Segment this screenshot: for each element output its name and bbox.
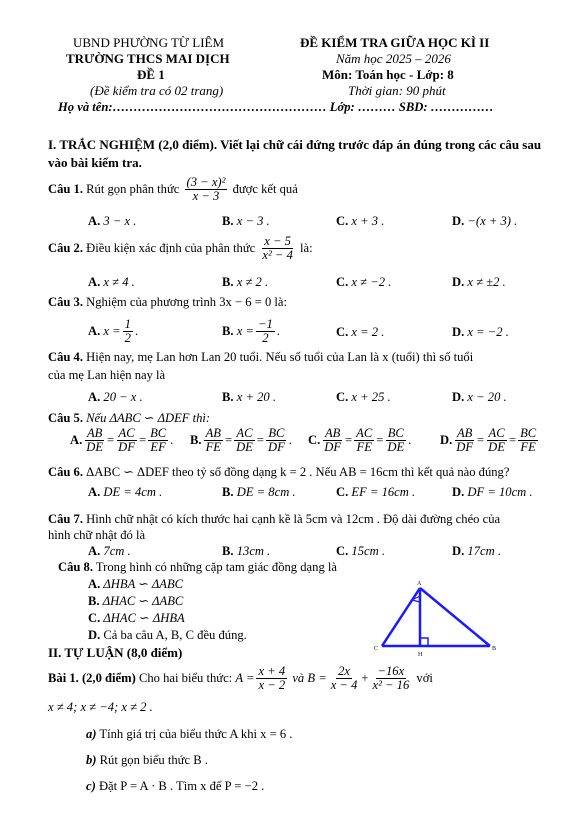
q5-option-b: B. $\frac{AB}{FE}$ = $\frac{AC}{DE}$ = $\frac{BC}{DF}$ .: [190, 426, 292, 455]
q5-a-n1: AB: [86, 426, 103, 440]
question-3: [48, 295, 287, 311]
question-2: [48, 235, 313, 263]
q7-d-letter: D.: [452, 544, 465, 558]
q7-a-value: 7cm .: [103, 544, 131, 558]
q3-d-letter: D.: [452, 325, 465, 339]
q1-d-value: −(x + 3) .: [467, 214, 518, 228]
q7-label: Câu 7.: [48, 512, 83, 526]
q1-option-a: [88, 214, 136, 230]
q3-a-num: 1: [124, 317, 131, 331]
q6-b-letter: B.: [222, 485, 234, 499]
q3-b-letter: B.: [222, 323, 234, 338]
q5-a-frac-3: [148, 427, 168, 455]
q5-label: Câu 5.: [48, 411, 83, 425]
side-AC: [382, 588, 420, 646]
q5-a-n3: BC: [150, 426, 167, 440]
q1-c-letter: C.: [336, 214, 349, 228]
q2-text-after: là:: [300, 240, 313, 255]
q3-b-num: −1: [257, 317, 273, 331]
q7-option-c: [336, 544, 385, 560]
q6-a-letter: A.: [88, 485, 101, 499]
q2-option-d: [452, 275, 506, 291]
header-pages-note: (Đề kiểm tra có 02 trang): [90, 83, 224, 98]
bai1-a-frac: [256, 665, 287, 693]
q5-d-d2: DE: [488, 440, 505, 455]
q3-label: Câu 3.: [48, 295, 83, 309]
q5-d-frac-2: [486, 427, 507, 455]
q5-d-d1: DF: [456, 440, 474, 455]
q5-text: Nếu ΔABC ∽ ΔDEF thì:: [86, 411, 211, 425]
q4-a-value: 20 − x .: [103, 390, 143, 404]
q8-option-a: [88, 577, 183, 593]
q8-a-letter: A.: [88, 577, 101, 591]
q6-option-b: [222, 485, 296, 501]
q3-a-den: 2: [124, 331, 131, 346]
label-C: C: [374, 646, 379, 652]
q8-d-value: Cả ba câu A, B, C đều đúng.: [103, 628, 247, 642]
bai1-a-num: x + 4: [258, 664, 286, 678]
q1-option-c: [336, 214, 384, 230]
q5-b-d3: DF: [267, 440, 285, 455]
q5-a-frac-2: [116, 427, 137, 455]
q1-text-after: được kết quả: [232, 181, 298, 196]
q5-d-n3: BC: [520, 426, 537, 440]
q8-d-letter: D.: [88, 628, 101, 642]
bai1-part-b: [86, 753, 208, 769]
q8-option-c: [88, 611, 185, 627]
q8-c-letter: C.: [88, 611, 101, 625]
q8-b-value: ΔHAC ∽ ΔABC: [102, 594, 184, 608]
bai1-a-text: Tính giá trị của biểu thức A khi x = 6 .: [99, 727, 293, 741]
q4-c-value: x + 25 .: [351, 390, 391, 404]
bai1-b-text: Rút gọn biểu thức B .: [99, 753, 208, 767]
q5-c-d1: DF: [324, 440, 342, 455]
q4-b-value: x + 20 .: [236, 390, 276, 404]
q7-c-letter: C.: [336, 544, 349, 558]
q6-d-value: DF = 10cm .: [467, 485, 533, 499]
q6-option-c: [336, 485, 415, 501]
bai1-condition: x ≠ 4; x ≠ −4; x ≠ 2 .: [48, 700, 153, 714]
bai1-b1-den: x − 4: [330, 678, 358, 693]
q2-label: Câu 2.: [48, 240, 83, 255]
q5-d-frac-3: [518, 427, 538, 455]
q5-a-d1: DE: [86, 440, 104, 455]
q4-option-c: [336, 390, 391, 406]
q3-b-den: 2: [262, 331, 269, 346]
q5-a-d3: EF: [150, 440, 166, 455]
q1-label: Câu 1.: [48, 181, 83, 196]
q8-a-value: ΔHBA ∽ ΔABC: [103, 577, 184, 591]
q2-num: x − 5: [264, 234, 291, 248]
bai1-b2-den: x² − 16: [372, 678, 410, 693]
q4-option-a: [88, 390, 143, 406]
bai1-part-c: [86, 779, 264, 795]
q8-c-value: ΔHAC ∽ ΔHBA: [103, 611, 185, 625]
q8-label: Câu 8.: [58, 560, 93, 574]
q1-den: x − 3: [192, 189, 220, 204]
q4-d-letter: D.: [452, 390, 465, 404]
bai1-label: Bài 1. (2,0 điểm): [48, 670, 136, 685]
q5-a-n2: AC: [118, 426, 135, 440]
q5-b-d2: DE: [236, 440, 253, 455]
q7-text-1: Hình chữ nhật có kích thước hai cạnh kề là 5cm và 12cm . Độ dài đường chéo của: [86, 512, 501, 526]
q3-b-fraction: [256, 318, 275, 346]
q6-c-value: EF = 16cm .: [351, 485, 416, 499]
q3-a-fraction: [123, 318, 133, 346]
q4-label: Câu 4.: [48, 350, 83, 364]
q5-c-frac-2: [354, 427, 374, 455]
q2-text: Điều kiện xác định của phân thức: [86, 240, 256, 255]
q3-b-pre: x =: [236, 323, 254, 338]
bai1-b2-num: −16x: [377, 664, 405, 678]
question-7: [48, 512, 500, 528]
q7-option-b: [222, 544, 270, 560]
question-8: [58, 560, 337, 576]
q5-c-d3: DE: [387, 440, 405, 455]
bai1-c-label: c): [86, 779, 96, 793]
side-AB: [420, 588, 490, 646]
q5-c-letter: C.: [308, 432, 321, 447]
q6-option-a: [88, 485, 162, 501]
q8-b-letter: B.: [88, 594, 100, 608]
part2-title: II. TỰ LUẬN (8,0 điểm): [48, 645, 183, 660]
label-H: H: [418, 652, 423, 658]
q5-b-frac-3: [266, 427, 287, 455]
q5-b-d1: FE: [205, 440, 221, 455]
header-school-year: Năm học 2025 – 2026: [336, 51, 451, 66]
q5-c-frac-1: [322, 427, 343, 455]
q5-a-d2: DF: [118, 440, 135, 455]
q3-option-a: [88, 318, 138, 346]
q5-d-d3: FE: [520, 440, 536, 455]
q2-option-b: [222, 275, 268, 291]
q2-d-value: x ≠ ±2 .: [467, 275, 506, 289]
q3-b-post: .: [276, 323, 280, 338]
q6-a-value: DE = 4cm .: [103, 485, 163, 499]
header-subject: Môn: Toán học - Lớp: 8: [322, 67, 454, 82]
part1-title: I. TRẮC NGHIỆM (2,0 điểm). Viết lại chữ cái đứng trước đáp án đúng trong các câu sau vào bài kiểm tra.: [48, 137, 542, 170]
q8-option-b: [88, 594, 183, 610]
q5-b-frac-2: [234, 427, 255, 455]
q1-option-b: [222, 214, 270, 230]
label-A: A: [417, 581, 422, 587]
q3-a-post: .: [134, 323, 139, 338]
bai1-b1-num: 2x: [338, 664, 350, 678]
q7-c-value: 15cm .: [351, 544, 385, 558]
bai1-heading: [48, 665, 433, 693]
student-info-line: Họ và tên:…………………………………………… Lớp: ……… SBD: ……………: [58, 100, 494, 114]
q5-c-n3: BC: [387, 426, 404, 440]
q4-d-value: x − 20 .: [467, 390, 507, 404]
question-6: [48, 465, 509, 481]
q5-d-letter: D.: [440, 432, 453, 447]
q2-b-letter: B.: [222, 275, 234, 289]
bai1-text: Cho hai biểu thức:: [138, 670, 233, 685]
bai1-b1-frac: [329, 665, 360, 693]
q5-d-n2: AC: [488, 426, 505, 440]
q4-c-letter: C.: [336, 390, 349, 404]
q3-text: Nghiệm của phương trình 3x − 6 = 0 là:: [86, 295, 287, 309]
bai1-c-text: Đặt P = A · B . Tìm x để P = −2 .: [98, 779, 265, 793]
q7-text-2: hình chữ nhật đó là: [48, 528, 146, 542]
q8-text: Trong hình có những cặp tam giác đồng dạng là: [95, 560, 337, 574]
header-exam-code: ĐỀ 1: [137, 67, 165, 82]
label-B: B: [492, 646, 497, 652]
q6-d-letter: D.: [452, 485, 465, 499]
q5-option-d: D. $\frac{AB}{DF}$ = $\frac{AC}{DE}$ = $\frac{BC}{FE}$: [440, 426, 537, 455]
q5-b-frac-1: [204, 427, 223, 455]
header-school: TRƯỜNG THCS MAI DỊCH: [66, 51, 230, 66]
q5-c-n1: AB: [324, 426, 341, 440]
q6-option-d: [452, 485, 533, 501]
q3-option-b: [222, 318, 280, 346]
q4-b-letter: B.: [222, 390, 234, 404]
q4-a-letter: A.: [88, 390, 101, 404]
q2-a-letter: A.: [88, 275, 101, 289]
q1-a-letter: A.: [88, 214, 101, 228]
bai1-plus: +: [361, 670, 369, 685]
q5-c-d2: FE: [356, 440, 372, 455]
q2-den: x² − 4: [262, 248, 293, 263]
q7-a-letter: A.: [88, 544, 101, 558]
q5-d-frac-1: [454, 427, 475, 455]
q5-b-n2: AC: [236, 426, 253, 440]
q3-a-letter: A.: [88, 323, 101, 338]
q4-option-b: [222, 390, 276, 406]
bai1-a-label: a): [86, 727, 97, 741]
q1-c-value: x + 3 .: [351, 214, 385, 228]
bai1-b-label: b): [86, 753, 97, 767]
question-4: [48, 350, 473, 366]
q2-option-c: [336, 275, 391, 291]
bai1-mid: và B =: [292, 670, 327, 685]
q7-option-d: [452, 544, 501, 560]
q6-text: ΔABC ∽ ΔDEF theo tỷ số đồng dạng k = 2 . Nếu AB = 16cm thì kết quả nào đúng?: [86, 465, 510, 479]
q1-b-letter: B.: [222, 214, 234, 228]
q3-option-d: [452, 325, 509, 341]
q8-option-d: [88, 628, 247, 644]
bai1-b2-frac: [370, 665, 411, 693]
bai1-part-a: [86, 727, 292, 743]
q1-text: Rút gọn phân thức: [86, 181, 180, 196]
q7-d-value: 17cm .: [467, 544, 501, 558]
q3-c-value: x = 2 .: [351, 325, 385, 339]
q6-c-letter: C.: [336, 485, 349, 499]
q3-c-letter: C.: [336, 325, 349, 339]
q4-option-d: [452, 390, 507, 406]
q5-d-n1: AB: [456, 426, 473, 440]
q5-b-n1: AB: [205, 426, 221, 440]
q4-text-2: của mẹ Lan hiện nay là: [48, 368, 166, 382]
q4-text-1: Hiện nay, mẹ Lan hơn Lan 20 tuổi. Nếu số tuổi của Lan là x (tuổi) thì số tuổi: [86, 350, 474, 364]
q1-a-value: 3 − x .: [103, 214, 137, 228]
q2-c-letter: C.: [336, 275, 349, 289]
q5-option-c: C. $\frac{AB}{DF}$ = $\frac{AC}{FE}$ = $\frac{BC}{DE}$ .: [308, 426, 412, 455]
q5-c-frac-3: [385, 427, 406, 455]
q3-d-value: x = −2 .: [467, 325, 509, 339]
header-duration: Thời gian: 90 phút: [348, 83, 446, 98]
header-district: UBND PHƯỜNG TỪ LIÊM: [73, 35, 225, 50]
q5-a-frac-1: [84, 427, 105, 455]
q7-option-a: [88, 544, 131, 560]
q2-a-value: x ≠ 4 .: [103, 275, 135, 289]
q3-option-c: [336, 325, 384, 341]
q2-c-value: x ≠ −2 .: [351, 275, 392, 289]
q1-fraction: [185, 176, 228, 204]
bai1-a-pre: A =: [235, 670, 255, 685]
q6-label: Câu 6.: [48, 465, 83, 479]
q7-b-letter: B.: [222, 544, 234, 558]
q5-c-n2: AC: [356, 426, 373, 440]
bai1-with: với: [416, 670, 433, 685]
q5-option-a: A. $\frac{AB}{DE}$ = $\frac{AC}{DF}$ = $\frac{BC}{EF}$ .: [70, 426, 174, 455]
q2-option-a: [88, 275, 135, 291]
q2-b-value: x ≠ 2 .: [236, 275, 269, 289]
q5-b-letter: B.: [190, 432, 202, 447]
q5-a-letter: A.: [70, 432, 83, 447]
q1-option-d: [452, 214, 517, 230]
q3-a-pre: x =: [103, 323, 121, 338]
q7-b-value: 13cm .: [236, 544, 271, 558]
q2-fraction: [260, 235, 294, 263]
q1-b-value: x − 3 .: [236, 214, 270, 228]
q5-b-n3: BC: [268, 426, 285, 440]
question-5: [48, 411, 210, 427]
bai1-a-den: x − 2: [258, 678, 286, 693]
q1-d-letter: D.: [452, 214, 465, 228]
q1-num: (3 − x)²: [186, 175, 226, 189]
question-1: [48, 176, 298, 204]
triangle-figure: [368, 578, 508, 658]
q2-d-letter: D.: [452, 275, 465, 289]
header-exam-title: ĐỀ KIỂM TRA GIỮA HỌC KÌ II: [300, 35, 490, 50]
q6-b-value: DE = 8cm .: [236, 485, 296, 499]
